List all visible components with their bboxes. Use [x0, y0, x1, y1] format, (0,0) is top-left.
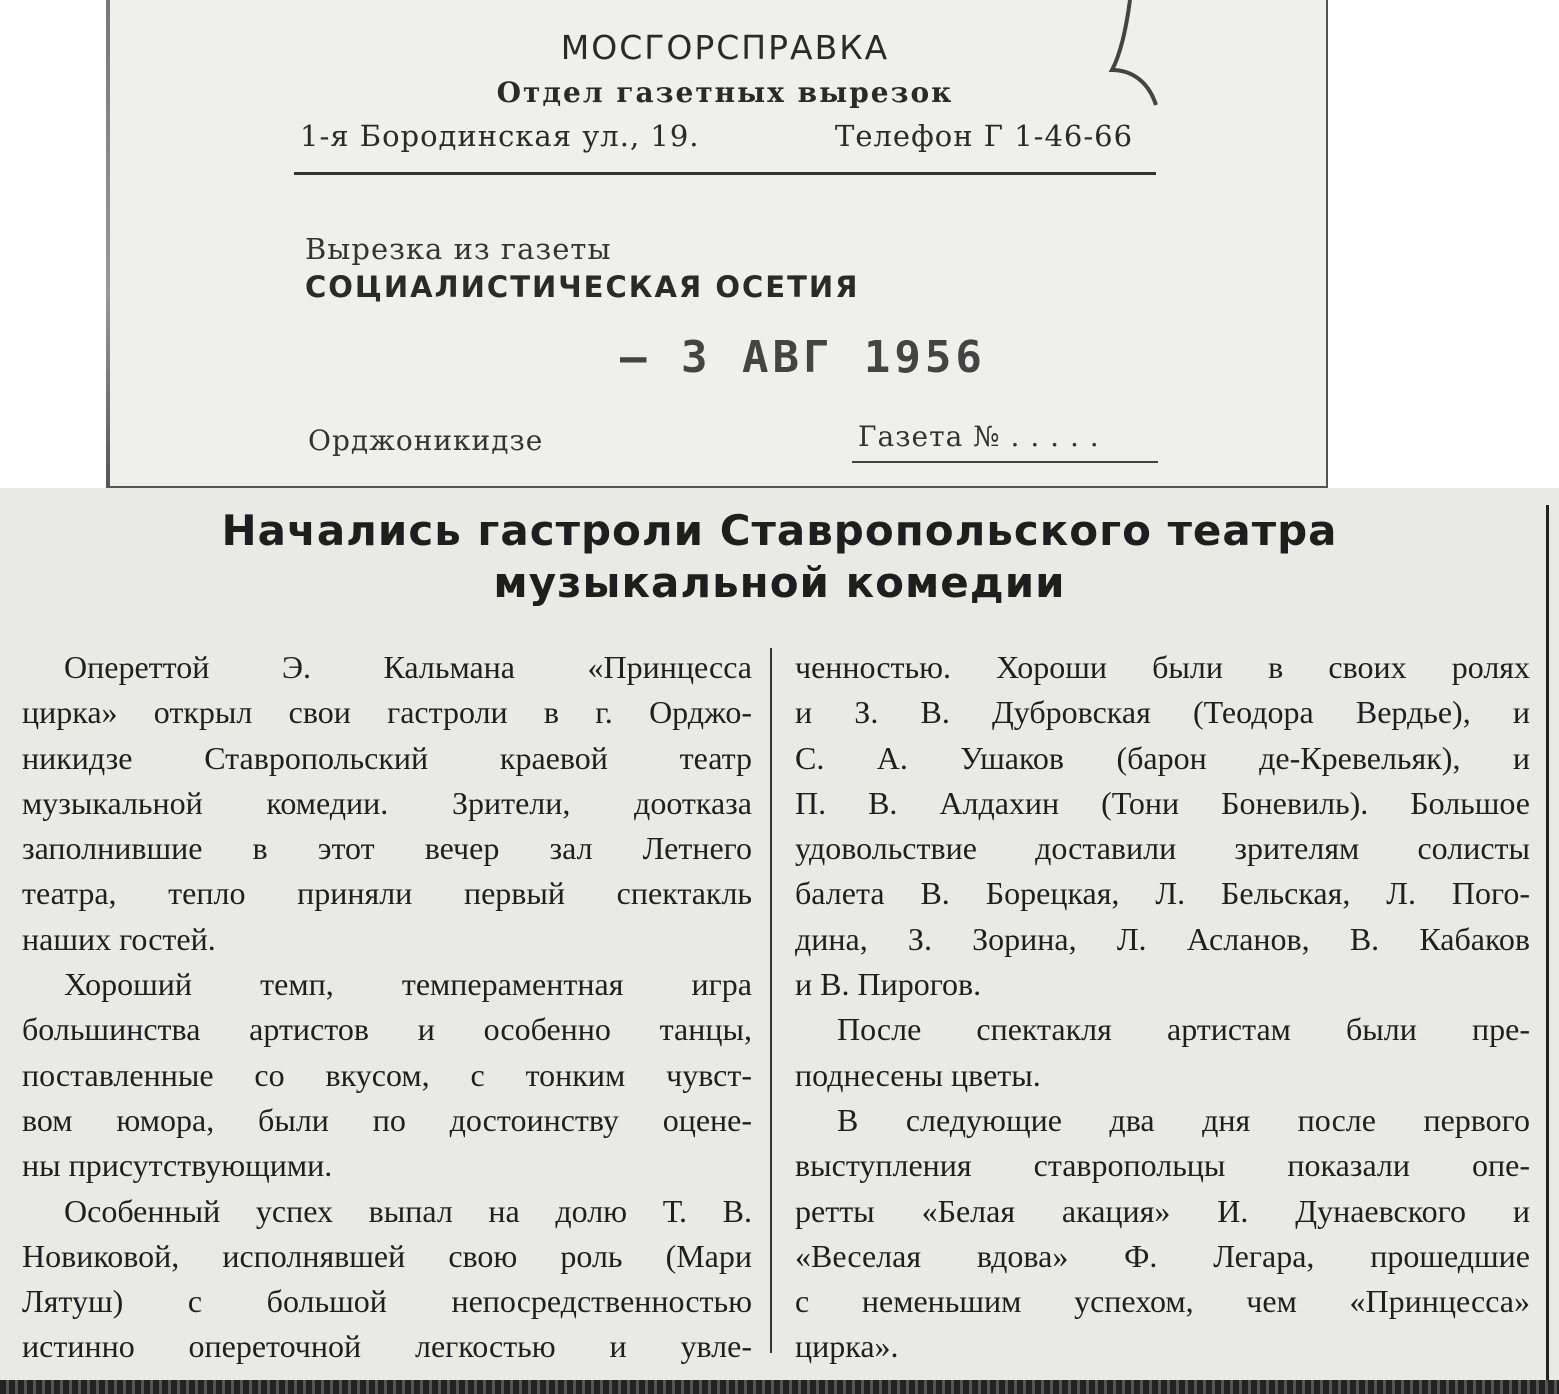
issue-number-underline	[852, 461, 1158, 463]
text-line: «Веселая вдова» Ф. Легара, прошедшие	[795, 1237, 1530, 1274]
city: Орджоникидзе	[308, 424, 544, 457]
text-line: наших гостей.	[22, 920, 216, 957]
text-line: дина, З. Зорина, Л. Асланов, В. Кабаков	[795, 920, 1530, 957]
article-title-line: Начались гастроли Ставропольского театра	[221, 506, 1338, 555]
text-line: вом юмора, были по достоинству оцене-	[22, 1101, 752, 1138]
text-line: Особенный успех выпал на долю Т. В.	[64, 1192, 752, 1229]
slip-edge	[106, 0, 110, 488]
text-line: заполнившие в этот вечер зал Летнего	[22, 830, 752, 867]
newspaper-name: СОЦИАЛИСТИЧЕСКАЯ ОСЕТИЯ	[305, 270, 860, 304]
clipping-edge	[1546, 505, 1549, 1394]
address: 1-я Бородинская ул., 19.	[300, 119, 700, 153]
text-line: театра, тепло приняли первый спектакль	[22, 875, 752, 912]
text-line: Лятуш) с большой непосредственностью	[22, 1283, 752, 1320]
department-name: Отдел газетных вырезок	[496, 76, 954, 109]
clipping-bottom-edge	[0, 1380, 1559, 1394]
header-divider	[294, 172, 1156, 175]
text-line: и В. Пирогов.	[795, 966, 982, 1003]
text-line: Опереттой Э. Кальмана «Принцесса	[64, 649, 752, 685]
text-line: В следующие два дня после первого	[837, 1101, 1530, 1138]
text-line: поднесены цветы.	[795, 1056, 1041, 1093]
text-line: и З. В. Дубровская (Теодора Вердье), и	[795, 694, 1530, 731]
text-line: никидзе Ставропольский краевой театр	[22, 739, 752, 776]
text-line: После спектакля артистам были пре-	[837, 1011, 1530, 1048]
text-line: ны присутствующими.	[22, 1147, 333, 1184]
text-line: большинства артистов и особенно танцы,	[22, 1011, 752, 1048]
column-divider	[770, 648, 772, 1353]
phone: Телефон Г 1-46-66	[835, 119, 1134, 153]
text-line: ченностью. Хороши были в своих ролях	[795, 649, 1530, 685]
article-title-line: музыкальной комедии	[493, 558, 1066, 607]
text-line: удовольствие доставили зрителям солисты	[795, 830, 1530, 867]
issue-number-label: Газета № . . . . .	[858, 420, 1100, 453]
text-line: Новиковой, исполнявшей свою роль (Мари	[22, 1237, 752, 1274]
text-line: истинно опереточной легкостью и увле-	[22, 1328, 752, 1365]
article-title	[0, 505, 1559, 609]
text-line: поставленные со вкусом, с тонким чувст-	[22, 1056, 752, 1093]
text-line: Хороший темп, темпераментная игра	[64, 966, 752, 1003]
date-stamp: — 3 АВГ 1956	[620, 332, 986, 383]
cut-label: Вырезка из газеты	[305, 232, 612, 266]
text-line: П. В. Алдахин (Тони Боневиль). Большое	[795, 784, 1530, 821]
article-column-left	[22, 645, 752, 1370]
organization-name: МОСГОРСПРАВКА	[560, 28, 890, 67]
text-line: цирка» открыл свои гастроли в г. Орджо-	[22, 694, 752, 731]
text-line: музыкальной комедии. Зрители, доотказа	[22, 784, 752, 821]
text-line: цирка».	[795, 1328, 899, 1365]
text-line: балета В. Борецкая, Л. Бельская, Л. Пого-	[795, 875, 1530, 912]
text-line: с неменьшим успехом, чем «Принцесса»	[795, 1283, 1530, 1320]
article-column-right	[795, 645, 1530, 1370]
text-line: ретты «Белая акация» И. Дунаевского и	[795, 1192, 1530, 1229]
text-line: С. А. Ушаков (барон де-Кревельяк), и	[795, 739, 1530, 776]
text-line: выступления ставропольцы показали опе-	[795, 1147, 1530, 1184]
